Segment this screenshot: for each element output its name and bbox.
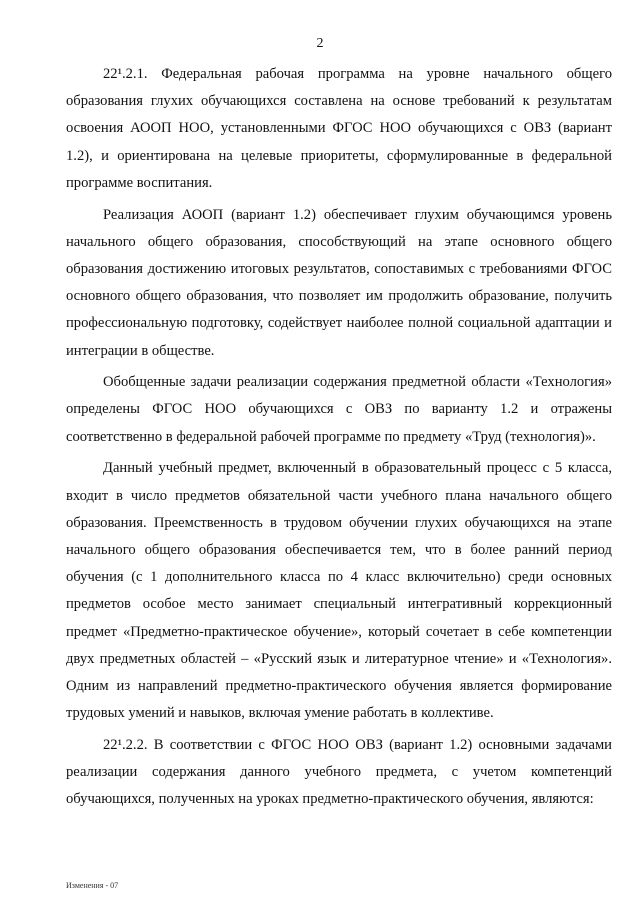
paragraph-22-1-2-1: 22¹.2.1. Федеральная рабочая программа на уровне начального общего образования глухих обучающихся составлена на основе требований к результатам освоения АООП НОО, установленными ФГОС НОО обучающихся с ОВЗ (вариант 1.2), и ориентирована на целевые приоритеты, сформулированные в федеральной программе воспитания. — [66, 66, 612, 191]
paragraph-implementation: Реализация АООП (вариант 1.2) обеспечивает глухим обучающимся уровень начального общего образования, способствующий на этапе основного общего образования достижению итоговых результатов, сопоставимых с требованиями ФГОС основного общего образования, что позволяет им продолжить образование, получить профессиональную подготовку, содействует наиболее полной социальной адаптации и интеграции в обществе. — [66, 206, 612, 359]
paragraph-22-1-2-2: 22¹.2.2. В соответствии с ФГОС НОО ОВЗ (вариант 1.2) основными задачами реализации содержания данного учебного предмета, с учетом компетенций обучающихся, полученных на уроках предметно-практического обучения, являются: — [66, 736, 612, 808]
page-number: 2 — [316, 36, 324, 51]
paragraph-subject: Данный учебный предмет, включенный в образовательный процесс с 5 класса, входит в число предметов обязательной части учебного плана начального общего образования. Преемственность в трудовом обучении глухих обучающихся на этапе начального общего образования обеспечивается тем, что в более ранний период обучения (с 1 дополнительного класса по 4 класс включительно) среди основных предметов особое место занимает специальный интегративный коррекционный предмет «Предметно-практическое обучение», который сочетает в себе компетенции двух предметных областей – «Русский язык и литературное чтение» и «Технология». Одним из направлений предметно-практического обучения является формирование трудовых умений и навыков, включая умение работать в коллективе. — [66, 460, 612, 722]
paragraph-tasks: Обобщенные задачи реализации содержания предметной области «Технология» определены ФГОС НОО обучающихся с ОВЗ по варианту 1.2 и отражены соответственно в федеральной рабочей программе по предмету «Труд (технология)». — [66, 374, 612, 445]
footer-note: Изменения - 07 — [66, 881, 119, 890]
document-body — [66, 61, 612, 818]
